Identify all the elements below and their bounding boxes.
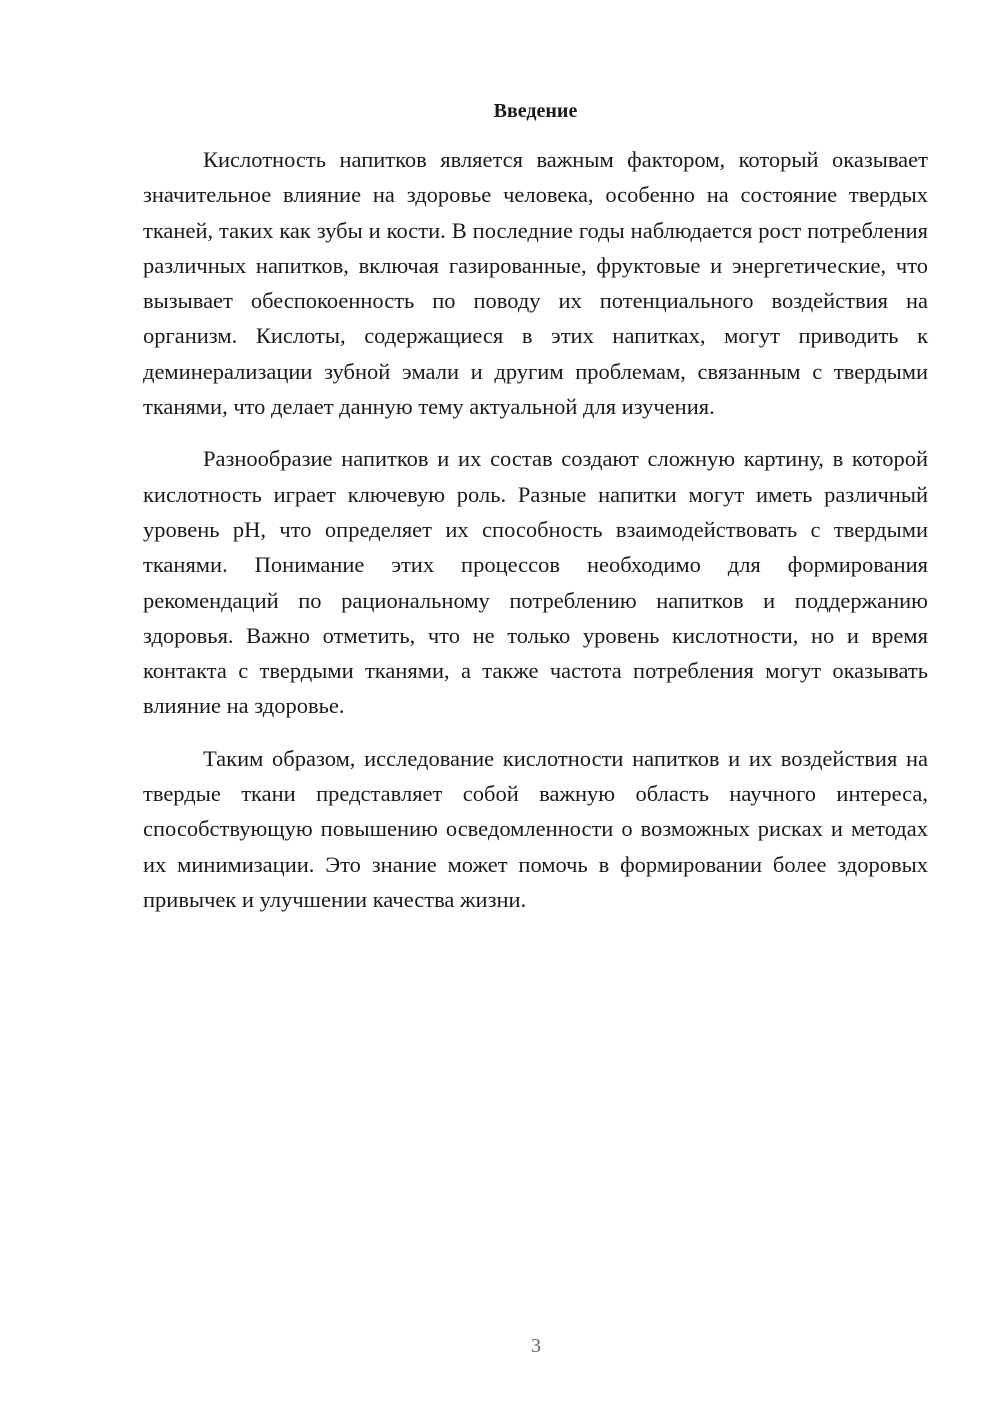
paragraph-3: Таким образом, исследование кислотности напитков и их воздействия на твердые ткани представляет собой важную область научного интереса, способствующую повышению осведомленности о возможных рисках и методах их минимизации. Это знание может помочь в формировании более здоровых привычек и улучшении качества жизни. xyxy=(143,745,928,912)
paragraph-2: Разнообразие напитков и их состав создают сложную картину, в которой кислотность играет ключевую роль. Разные напитки могут иметь различный уровень pH, что определяет их способность взаимодействовать с твердыми тканями. Понимание этих процессов необходимо для формирования рекомендаций по рациональному потреблению напитков и поддержанию здоровья. Важно отметить, что не только уровень кислотности, но и время контакта с твердыми тканями, а также частота потребления могут оказывать влияние на здоровье. xyxy=(143,446,928,719)
paragraph-1: Кислотность напитков является важным фактором, который оказывает значительное влияние на здоровье человека, особенно на состояние твердых тканей, таких как зубы и кости. В последние годы наблюдается рост потребления различных напитков, включая газированные, фруктовые и энергетические, что вызывает обеспокоенность по поводу их потенциального воздействия на организм. Кислоты, содержащиеся в этих напитках, могут приводить к деминерализации зубной эмали и другим проблемам, связанным с твердыми тканями, что делает данную тему актуальной для изучения. xyxy=(143,147,928,420)
page-number: 3 xyxy=(531,1335,541,1357)
section-heading: Введение xyxy=(493,100,578,122)
body-text xyxy=(143,142,928,934)
